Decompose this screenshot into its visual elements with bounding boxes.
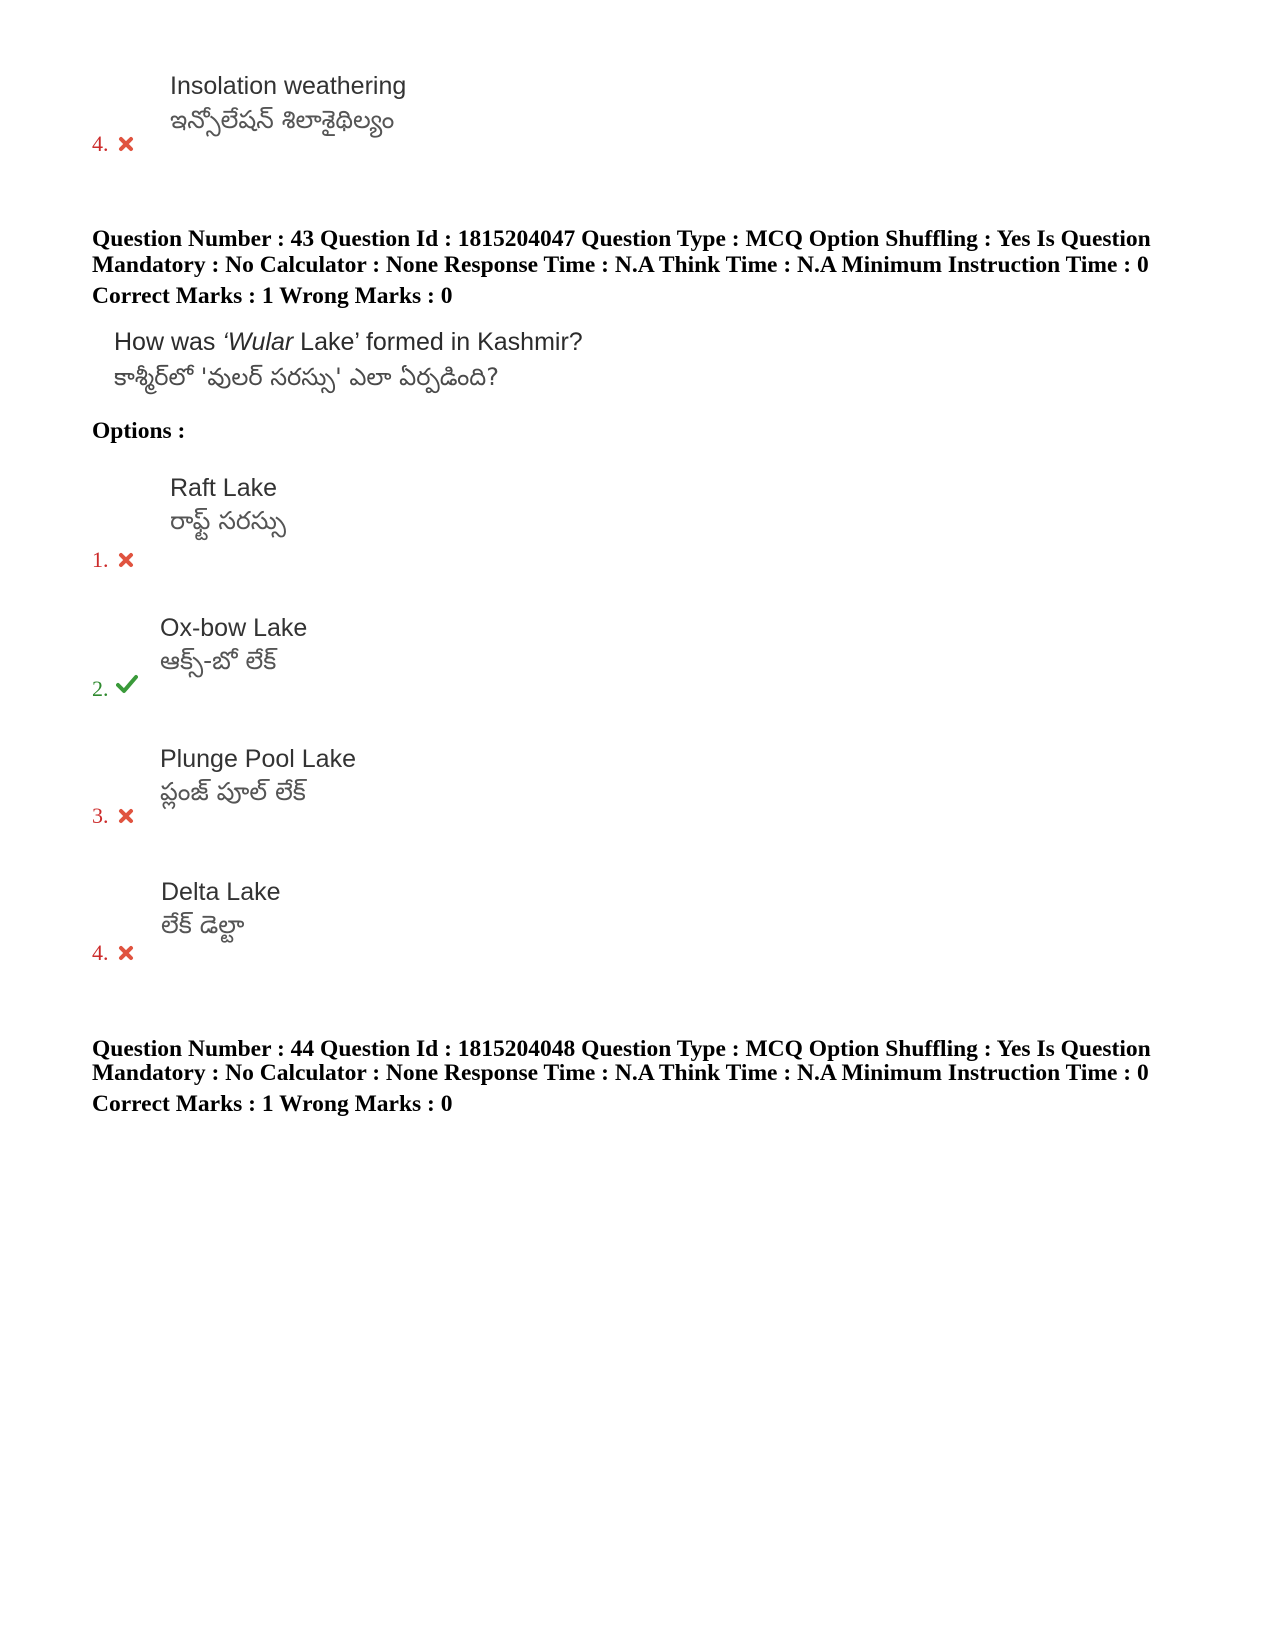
q43-meta-line-2: Mandatory : No Calculator : None Response Time : N.A Think Time : N.A Minimum Instruction Time : 0	[92, 252, 1149, 278]
cross-icon	[117, 944, 135, 962]
option-2-text-en: Ox-bow Lake	[160, 614, 308, 642]
option-1-number: 1.	[92, 547, 109, 572]
q43-question-en-post: Lake’ formed in Kashmir?	[293, 328, 583, 356]
cross-icon	[117, 551, 135, 569]
prev-option-4-text-en: Insolation weathering	[170, 72, 407, 100]
check-icon	[116, 674, 138, 694]
prev-option-4-text-te: ఇన్సోలేషన్ శిలాశైథిల్యం	[170, 105, 395, 134]
q44-meta-line-2: Mandatory : No Calculator : None Response Time : N.A Think Time : N.A Minimum Instruction Time : 0	[92, 1060, 1149, 1086]
q43-meta-line-1: Question Number : 43 Question Id : 1815204047 Question Type : MCQ Option Shuffling : Yes Is Question	[92, 226, 1151, 252]
cross-icon	[117, 807, 135, 825]
q44-marks-line: Correct Marks : 1 Wrong Marks : 0	[92, 1091, 453, 1117]
cross-icon	[117, 135, 135, 153]
options-label: Options :	[92, 418, 186, 444]
q43-question-en	[114, 327, 583, 357]
q43-question-en-italic: ‘Wular	[222, 328, 294, 356]
prev-option-4-number: 4.	[92, 131, 109, 156]
q43-question-te: కాశ్మీర్‌లో 'వులర్ సరస్సు' ఎలా ఏర్పడింది?	[114, 363, 499, 391]
q43-marks-line: Correct Marks : 1 Wrong Marks : 0	[92, 283, 453, 309]
q43-question-en-pre: How was	[114, 328, 223, 356]
option-4-text-en: Delta Lake	[161, 878, 281, 906]
option-1-text-en: Raft Lake	[170, 474, 278, 502]
option-1-text-te: రాఫ్ట్ సరస్సు	[170, 506, 286, 535]
option-3-text-en: Plunge Pool Lake	[160, 745, 356, 773]
option-4-text-te: లేక్ డెల్టా	[161, 910, 245, 939]
q44-meta-line-1: Question Number : 44 Question Id : 1815204048 Question Type : MCQ Option Shuffling : Yes Is Question	[92, 1036, 1151, 1062]
option-2-number: 2.	[92, 676, 109, 701]
option-4-number: 4.	[92, 940, 109, 965]
option-2-text-te: ఆక్స్-బో లేక్	[160, 646, 277, 675]
option-3-text-te: ప్లంజ్ పూల్ లేక్	[160, 777, 306, 806]
option-3-number: 3.	[92, 803, 109, 828]
